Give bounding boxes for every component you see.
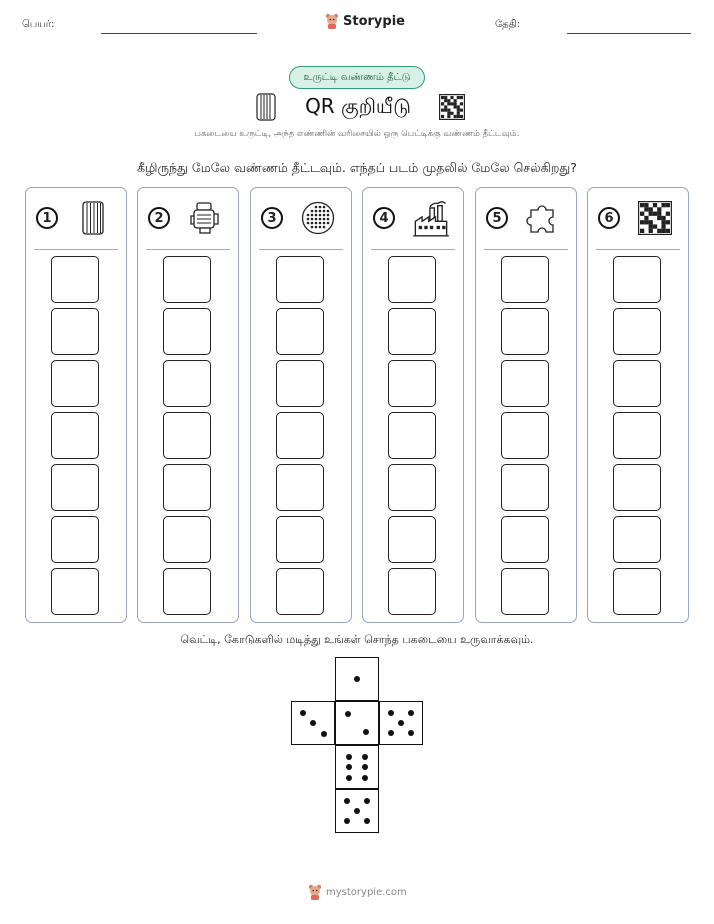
tire-icon xyxy=(76,201,110,235)
dice-pip xyxy=(388,730,394,736)
color-box[interactable] xyxy=(388,568,436,615)
color-box[interactable] xyxy=(163,568,211,615)
column-4 xyxy=(362,187,464,623)
color-box[interactable] xyxy=(163,256,211,303)
date-label: தேதி: xyxy=(495,19,521,30)
dice-pip xyxy=(362,754,368,760)
dice-pip xyxy=(362,764,368,770)
brand-name: Storypie xyxy=(343,13,405,29)
dice-instruction: வெட்டி, கோடுகளில் மடித்து உங்கள் சொந்த பகடையை உருவாக்கவும். xyxy=(180,633,534,646)
color-box[interactable] xyxy=(163,308,211,355)
column-number: 1 xyxy=(36,207,58,229)
column-number: 6 xyxy=(598,207,620,229)
column-2 xyxy=(137,187,239,623)
color-box[interactable] xyxy=(51,412,99,459)
dice-face-left xyxy=(291,701,335,745)
dice-pip xyxy=(364,798,370,804)
qr-code-icon xyxy=(439,94,465,120)
color-box[interactable] xyxy=(163,360,211,407)
color-box[interactable] xyxy=(276,464,324,511)
dice-face-center xyxy=(335,701,379,745)
dice-pip xyxy=(408,710,414,716)
color-box[interactable] xyxy=(613,464,661,511)
color-box[interactable] xyxy=(163,516,211,563)
color-box[interactable] xyxy=(276,568,324,615)
color-box[interactable] xyxy=(276,308,324,355)
dice-pip xyxy=(346,754,352,760)
column-6 xyxy=(587,187,689,623)
color-box[interactable] xyxy=(501,464,549,511)
color-box[interactable] xyxy=(613,568,661,615)
column-divider xyxy=(371,249,455,250)
dice-pip xyxy=(344,818,350,824)
dice-pip xyxy=(398,720,404,726)
dice-face-lower xyxy=(335,745,379,789)
color-box[interactable] xyxy=(51,308,99,355)
dice-pip xyxy=(362,775,368,781)
dice-pip xyxy=(310,720,316,726)
column-number: 5 xyxy=(486,207,508,229)
color-box[interactable] xyxy=(501,568,549,615)
color-box[interactable] xyxy=(613,256,661,303)
column-divider xyxy=(259,249,343,250)
color-box[interactable] xyxy=(388,464,436,511)
color-box[interactable] xyxy=(51,568,99,615)
color-box[interactable] xyxy=(501,360,549,407)
qr-code-icon xyxy=(638,201,672,235)
footer xyxy=(308,884,407,900)
column-number: 3 xyxy=(261,207,283,229)
column-divider xyxy=(146,249,230,250)
color-box[interactable] xyxy=(51,256,99,303)
color-box[interactable] xyxy=(163,412,211,459)
engine-icon xyxy=(188,201,222,235)
column-number: 4 xyxy=(373,207,395,229)
color-box[interactable] xyxy=(276,412,324,459)
dice-face-top xyxy=(335,657,379,701)
footer-url: mystorypie.com xyxy=(326,886,407,898)
dice-pip xyxy=(354,676,360,682)
name-label: பெயர்: xyxy=(22,19,55,30)
color-box[interactable] xyxy=(613,360,661,407)
dice-pip xyxy=(364,818,370,824)
dice-face-bottom xyxy=(335,789,379,833)
color-box[interactable] xyxy=(501,256,549,303)
color-box[interactable] xyxy=(276,256,324,303)
bear-icon xyxy=(308,884,322,900)
page-title: QR குறியீடு xyxy=(305,93,411,118)
activity-badge: உருட்டி வண்ணம் தீட்டு xyxy=(289,66,425,89)
color-box[interactable] xyxy=(388,516,436,563)
question-text: கீழிருந்து மேலே வண்ணம் தீட்டவும். எந்தப் படம் முதலில் மேலே செல்கிறது? xyxy=(137,160,577,175)
dice-pip xyxy=(345,711,351,717)
dice-pip xyxy=(346,775,352,781)
dice-pip xyxy=(354,808,360,814)
color-box[interactable] xyxy=(388,256,436,303)
color-box[interactable] xyxy=(51,516,99,563)
dice-pip xyxy=(300,710,306,716)
color-box[interactable] xyxy=(501,412,549,459)
bear-icon xyxy=(325,13,339,29)
dice-face-right xyxy=(379,701,423,745)
dice-pip xyxy=(346,764,352,770)
dice-pip xyxy=(321,731,327,737)
date-line xyxy=(567,33,691,34)
page-subtitle: பகடையை உருட்டி, அந்த எண்ணின் வரிசையில் ஒரு பெட்டிக்கு வண்ணம் தீட்டவும். xyxy=(194,129,520,139)
color-box[interactable] xyxy=(51,464,99,511)
dice-pip xyxy=(408,730,414,736)
color-box[interactable] xyxy=(388,412,436,459)
column-divider xyxy=(484,249,568,250)
column-number: 2 xyxy=(148,207,170,229)
color-box[interactable] xyxy=(163,464,211,511)
color-box[interactable] xyxy=(388,360,436,407)
sponge-icon xyxy=(301,201,335,235)
color-box[interactable] xyxy=(388,308,436,355)
column-3 xyxy=(250,187,352,623)
puzzle-piece-icon xyxy=(526,201,560,235)
color-box[interactable] xyxy=(613,516,661,563)
color-box[interactable] xyxy=(613,308,661,355)
color-box[interactable] xyxy=(501,308,549,355)
color-box[interactable] xyxy=(276,360,324,407)
dice-pip xyxy=(363,729,369,735)
dice-pip xyxy=(388,710,394,716)
color-box[interactable] xyxy=(276,516,324,563)
title-row xyxy=(255,92,465,122)
color-box[interactable] xyxy=(613,412,661,459)
color-box[interactable] xyxy=(501,516,549,563)
column-divider xyxy=(34,249,118,250)
dice-pip xyxy=(344,798,350,804)
name-line xyxy=(101,33,257,34)
column-5 xyxy=(475,187,577,623)
color-box[interactable] xyxy=(51,360,99,407)
tire-icon xyxy=(255,93,277,121)
column-divider xyxy=(596,249,680,250)
brand-logo xyxy=(325,13,405,29)
column-1 xyxy=(25,187,127,623)
factory-icon xyxy=(412,199,450,237)
